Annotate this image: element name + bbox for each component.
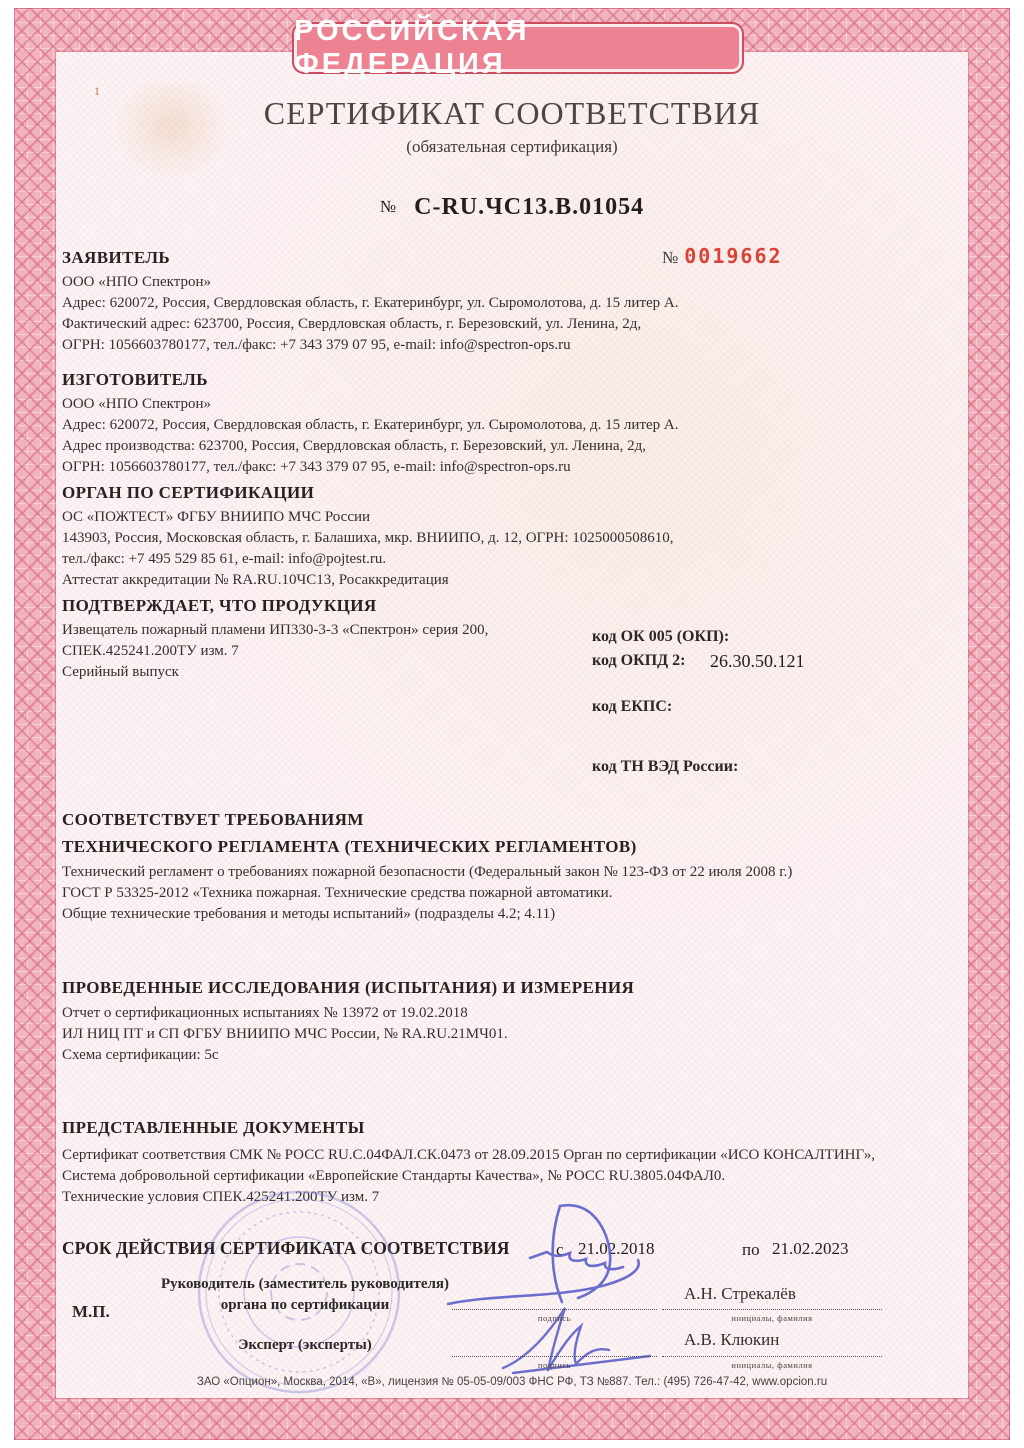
documents-line: Система добровольной сертификации «Европейские Стандарты Качества», № РОСС RU.3805.04ФАЛ0. bbox=[62, 1168, 726, 1184]
okp-code-label: код ОК 005 (ОКП): bbox=[592, 628, 730, 645]
validity-from-date: 21.02.2018 bbox=[578, 1239, 655, 1258]
manufacturer-line: Адрес: 620072, Россия, Свердловская область, г. Екатеринбург, ул. Сыромолотова, д. 15 литер А. bbox=[62, 417, 679, 433]
expert-name-line bbox=[662, 1356, 882, 1357]
product-heading: ПОДТВЕРЖДАЕТ, ЧТО ПРОДУКЦИЯ bbox=[62, 596, 377, 615]
applicant-line: Фактический адрес: 623700, Россия, Свердловская область, г. Березовский, ул. Ленина, 2д, bbox=[62, 316, 642, 332]
number-sign: № bbox=[662, 248, 679, 267]
compliance-line: ГОСТ Р 53325-2012 «Техника пожарная. Технические средства пожарной автоматики. bbox=[62, 885, 613, 901]
tests-line: ИЛ НИЦ ПТ и СП ФГБУ ВНИИПО МЧС России, № RA.RU.21МЧ01. bbox=[62, 1026, 508, 1042]
product-line: Серийный выпуск bbox=[62, 664, 179, 680]
compliance-heading-2: ТЕХНИЧЕСКОГО РЕГЛАМЕНТА (ТЕХНИЧЕСКИХ РЕГЛАМЕНТОВ) bbox=[62, 837, 637, 856]
certificate-number-row bbox=[0, 194, 1024, 221]
cert-body-line: ОС «ПОЖТЕСТ» ФГБУ ВНИИПО МЧС России bbox=[62, 509, 371, 525]
validity-from-label: с bbox=[556, 1240, 564, 1259]
head-name: А.Н. Стрекалёв bbox=[684, 1284, 796, 1303]
blank-number bbox=[662, 244, 783, 268]
tests-block bbox=[62, 1003, 942, 1066]
tests-heading: ПРОВЕДЕННЫЕ ИССЛЕДОВАНИЯ (ИСПЫТАНИЯ) И ИЗМЕРЕНИЯ bbox=[62, 978, 635, 997]
manufacturer-heading: ИЗГОТОВИТЕЛЬ bbox=[62, 370, 208, 389]
applicant-line: ОГРН: 1056603780177, тел./факс: +7 343 379 07 95, e-mail: info@spectron-ops.ru bbox=[62, 337, 571, 353]
signature-caption: подпись bbox=[537, 1313, 572, 1323]
manufacturer-line: Адрес производства: 623700, Россия, Свердловская область, г. Березовский, ул. Ленина, 2д, bbox=[62, 438, 646, 454]
compliance-line: Общие технические требования и методы испытаний» (подразделы 4.2; 4.11) bbox=[62, 906, 556, 922]
name-caption: инициалы, фамилия bbox=[731, 1313, 813, 1323]
applicant-block bbox=[62, 272, 942, 356]
compliance-line: Технический регламент о требованиях пожарной безопасности (Федеральный закон № 123-ФЗ от 22 июля 2008 г.) bbox=[62, 864, 793, 880]
number-sign: № bbox=[379, 197, 397, 216]
manufacturer-line: ООО «НПО Спектрон» bbox=[62, 396, 212, 412]
mp-seal-label: М.П. bbox=[72, 1302, 110, 1321]
blank-number-value: 0019662 bbox=[684, 244, 783, 268]
document-title: СЕРТИФИКАТ СООТВЕТСТВИЯ bbox=[263, 95, 761, 131]
product-line: Извещатель пожарный пламени ИП330-3-3 «Спектрон» серия 200, bbox=[62, 622, 489, 638]
okpd-code-label: код ОКПД 2: bbox=[592, 652, 686, 669]
expert-role: Эксперт (эксперты) bbox=[238, 1337, 372, 1353]
applicant-line: ООО «НПО Спектрон» bbox=[62, 274, 212, 290]
signature-caption: подпись bbox=[537, 1360, 572, 1370]
cert-body-block bbox=[62, 507, 942, 591]
validity-heading: СРОК ДЕЙСТВИЯ СЕРТИФИКАТА СООТВЕТСТВИЯ bbox=[62, 1238, 510, 1258]
head-signature-line bbox=[452, 1309, 657, 1310]
federation-banner: РОССИЙСКАЯ ФЕДЕРАЦИЯ bbox=[292, 22, 744, 74]
page-mark: 1 bbox=[94, 84, 100, 98]
product-line: СПЕК.425241.200ТУ изм. 7 bbox=[62, 643, 239, 659]
cert-body-line: тел./факс: +7 495 529 85 61, e-mail: info@pojtest.ru. bbox=[62, 551, 387, 567]
product-block bbox=[62, 620, 582, 683]
applicant-heading: ЗАЯВИТЕЛЬ bbox=[62, 248, 171, 267]
head-role-line2: органа по сертификации bbox=[220, 1297, 390, 1313]
certificate-number: C-RU.ЧС13.В.01054 bbox=[414, 194, 645, 220]
expert-name: А.В. Клюкин bbox=[684, 1330, 780, 1349]
document-subtitle: (обязательная сертификация) bbox=[406, 137, 618, 156]
applicant-line: Адрес: 620072, Россия, Свердловская область, г. Екатеринбург, ул. Сыромолотова, д. 15 литер А. bbox=[62, 295, 679, 311]
tests-line: Схема сертификации: 5с bbox=[62, 1047, 219, 1063]
compliance-heading-1: СООТВЕТСТВУЕТ ТРЕБОВАНИЯМ bbox=[62, 810, 364, 829]
printer-imprint: ЗАО «Опцион», Москва, 2014, «В», лицензия № 05-05-09/003 ФНС РФ, ТЗ №887. Тел.: (495) 726-47-42, www.opcion.ru bbox=[196, 1376, 828, 1388]
head-name-line bbox=[662, 1309, 882, 1310]
tnved-code-label: код ТН ВЭД России: bbox=[592, 758, 739, 775]
cert-body-heading: ОРГАН ПО СЕРТИФИКАЦИИ bbox=[62, 483, 315, 502]
validity-to-label: по bbox=[742, 1240, 760, 1259]
manufacturer-block bbox=[62, 394, 942, 478]
name-caption: инициалы, фамилия bbox=[731, 1360, 813, 1370]
head-role-line1: Руководитель (заместитель руководителя) bbox=[160, 1276, 450, 1292]
documents-line: Сертификат соответствия СМК № РОСС RU.С.04ФАЛ.СК.0473 от 28.09.2015 Орган по сертификации «ИСО КОНСАЛТИНГ», bbox=[62, 1147, 876, 1163]
documents-line: Технические условия СПЕК.425241.200ТУ изм. 7 bbox=[62, 1189, 380, 1205]
cert-body-line: 143903, Россия, Московская область, г. Балашиха, мкр. ВНИИПО, д. 12, ОГРН: 1025000508610, bbox=[62, 530, 674, 546]
manufacturer-line: ОГРН: 1056603780177, тел./факс: +7 343 379 07 95, e-mail: info@spectron-ops.ru bbox=[62, 459, 571, 475]
expert-signature-line bbox=[452, 1356, 657, 1357]
compliance-block bbox=[62, 862, 952, 925]
documents-heading: ПРЕДСТАВЛЕННЫЕ ДОКУМЕНТЫ bbox=[62, 1118, 365, 1137]
validity-to-date: 21.02.2023 bbox=[772, 1239, 849, 1258]
ekps-code-label: код ЕКПС: bbox=[592, 698, 673, 715]
okpd-code-value: 26.30.50.121 bbox=[710, 651, 805, 671]
cert-body-line: Аттестат аккредитации № RA.RU.10ЧС13, Росаккредитация bbox=[62, 572, 449, 588]
tests-line: Отчет о сертификационных испытаниях № 13972 от 19.02.2018 bbox=[62, 1005, 468, 1021]
